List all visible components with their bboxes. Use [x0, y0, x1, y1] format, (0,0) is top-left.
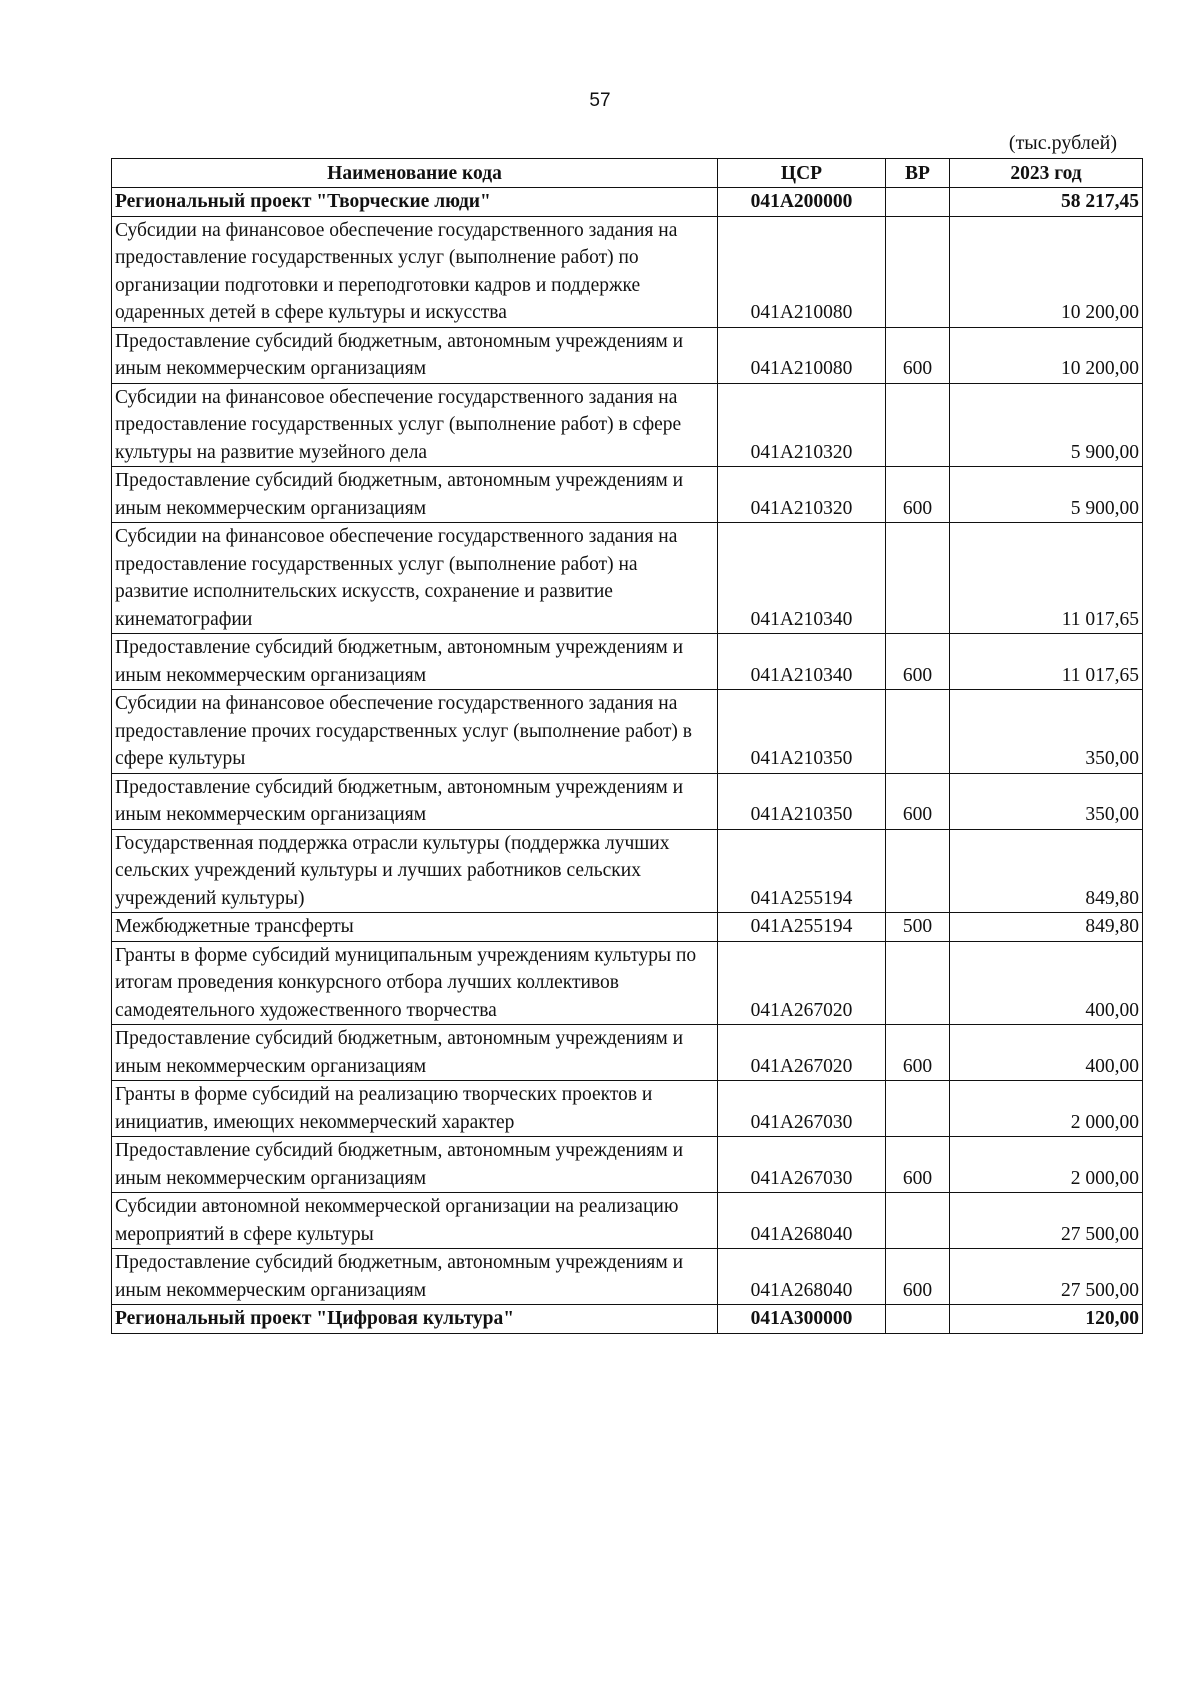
- cell-csr: 041A268040: [718, 1193, 886, 1249]
- table-row: [112, 634, 1143, 690]
- header-vr: ВР: [886, 159, 950, 188]
- cell-vr: 600: [886, 773, 950, 829]
- header-name: Наименование кода: [112, 159, 718, 188]
- cell-vr: 600: [886, 1137, 950, 1193]
- cell-sum: 11 017,65: [950, 523, 1143, 634]
- cell-sum: 10 200,00: [950, 327, 1143, 383]
- cell-csr: 041A210320: [718, 467, 886, 523]
- cell-name: Субсидии автономной некоммерческой организации на реализацию мероприятий в сфере культуры: [112, 1193, 718, 1249]
- cell-name: Предоставление субсидий бюджетным, автономным учреждениям и иным некоммерческим организациям: [112, 327, 718, 383]
- cell-vr: 600: [886, 634, 950, 690]
- cell-sum: 11 017,65: [950, 634, 1143, 690]
- cell-csr: 041A267020: [718, 941, 886, 1025]
- table-row: [112, 941, 1143, 1025]
- table-row: [112, 383, 1143, 467]
- cell-sum: 2 000,00: [950, 1081, 1143, 1137]
- cell-sum: 400,00: [950, 1025, 1143, 1081]
- cell-vr: 500: [886, 913, 950, 942]
- cell-name: Предоставление субсидий бюджетным, автономным учреждениям и иным некоммерческим организациям: [112, 1137, 718, 1193]
- cell-name: Гранты в форме субсидий муниципальным учреждениям культуры по итогам проведения конкурсного отбора лучших коллективов самодеятельного художественного творчества: [112, 941, 718, 1025]
- table-row: [112, 216, 1143, 327]
- table-row: [112, 1137, 1143, 1193]
- cell-vr: 600: [886, 467, 950, 523]
- table-row: [112, 773, 1143, 829]
- cell-name: Предоставление субсидий бюджетным, автономным учреждениям и иным некоммерческим организациям: [112, 773, 718, 829]
- cell-name: Субсидии на финансовое обеспечение государственного задания на предоставление государственных услуг (выполнение работ) в сфере культуры на развитие музейного дела: [112, 383, 718, 467]
- table-row: [112, 1193, 1143, 1249]
- table-row: [112, 1025, 1143, 1081]
- cell-vr: 600: [886, 1025, 950, 1081]
- cell-name: Предоставление субсидий бюджетным, автономным учреждениям и иным некоммерческим организациям: [112, 634, 718, 690]
- cell-vr: [886, 690, 950, 774]
- cell-name: Субсидии на финансовое обеспечение государственного задания на предоставление государственных услуг (выполнение работ) на развитие исполнительских искусств, сохранение и развитие кинематографии: [112, 523, 718, 634]
- page-number: 57: [589, 90, 611, 111]
- table-row: [112, 523, 1143, 634]
- cell-name: Государственная поддержка отрасли культуры (поддержка лучших сельских учреждений культуры и лучших работников сельских учреждений культуры): [112, 829, 718, 913]
- cell-vr: [886, 1305, 950, 1334]
- cell-name: Субсидии на финансовое обеспечение государственного задания на предоставление прочих государственных услуг (выполнение работ) в сфере культуры: [112, 690, 718, 774]
- cell-name: Гранты в форме субсидий на реализацию творческих проектов и инициатив, имеющих некоммерческий характер: [112, 1081, 718, 1137]
- cell-vr: 600: [886, 1249, 950, 1305]
- cell-sum: 58 217,45: [950, 188, 1143, 217]
- cell-name: Региональный проект "Цифровая культура": [112, 1305, 718, 1334]
- cell-vr: [886, 188, 950, 217]
- cell-csr: 041A255194: [718, 829, 886, 913]
- cell-vr: [886, 216, 950, 327]
- cell-vr: [886, 829, 950, 913]
- cell-csr: 041A210340: [718, 523, 886, 634]
- table-row: [112, 1081, 1143, 1137]
- budget-table: [111, 158, 1143, 1334]
- cell-name: Предоставление субсидий бюджетным, автономным учреждениям и иным некоммерческим организациям: [112, 1249, 718, 1305]
- cell-csr: 041A267030: [718, 1137, 886, 1193]
- table-row: [112, 1249, 1143, 1305]
- cell-csr: 041A255194: [718, 913, 886, 942]
- cell-csr: 041A210080: [718, 216, 886, 327]
- cell-sum: 120,00: [950, 1305, 1143, 1334]
- cell-csr: 041A200000: [718, 188, 886, 217]
- cell-csr: 041A268040: [718, 1249, 886, 1305]
- cell-sum: 10 200,00: [950, 216, 1143, 327]
- cell-csr: 041A210340: [718, 634, 886, 690]
- cell-name: Предоставление субсидий бюджетным, автономным учреждениям и иным некоммерческим организациям: [112, 467, 718, 523]
- table-body: [112, 188, 1143, 1334]
- cell-vr: [886, 1081, 950, 1137]
- cell-csr: 041A210350: [718, 690, 886, 774]
- cell-vr: [886, 1193, 950, 1249]
- cell-csr: 041A300000: [718, 1305, 886, 1334]
- cell-vr: [886, 523, 950, 634]
- cell-sum: 27 500,00: [950, 1249, 1143, 1305]
- cell-vr: [886, 383, 950, 467]
- header-year: 2023 год: [950, 159, 1143, 188]
- cell-sum: 27 500,00: [950, 1193, 1143, 1249]
- cell-name: Межбюджетные трансферты: [112, 913, 718, 942]
- cell-vr: 600: [886, 327, 950, 383]
- cell-name: Субсидии на финансовое обеспечение государственного задания на предоставление государственных услуг (выполнение работ) по организации подготовки и переподготовки кадров и поддержке одаренных детей в сфере культуры и искусства: [112, 216, 718, 327]
- table-row: [112, 913, 1143, 942]
- units-label: (тыс.рублей): [1008, 132, 1117, 154]
- table-row: [112, 1305, 1143, 1334]
- cell-vr: [886, 941, 950, 1025]
- cell-sum: 400,00: [950, 941, 1143, 1025]
- cell-sum: 5 900,00: [950, 383, 1143, 467]
- table-header-row: [112, 159, 1143, 188]
- cell-sum: 5 900,00: [950, 467, 1143, 523]
- cell-csr: 041A267020: [718, 1025, 886, 1081]
- cell-sum: 350,00: [950, 690, 1143, 774]
- table-row: [112, 829, 1143, 913]
- cell-sum: 350,00: [950, 773, 1143, 829]
- cell-name: Региональный проект "Творческие люди": [112, 188, 718, 217]
- header-csr: ЦСР: [718, 159, 886, 188]
- table-row: [112, 188, 1143, 217]
- cell-csr: 041A267030: [718, 1081, 886, 1137]
- cell-csr: 041A210080: [718, 327, 886, 383]
- cell-csr: 041A210350: [718, 773, 886, 829]
- cell-sum: 2 000,00: [950, 1137, 1143, 1193]
- cell-csr: 041A210320: [718, 383, 886, 467]
- table-row: [112, 467, 1143, 523]
- table-row: [112, 327, 1143, 383]
- cell-sum: 849,80: [950, 913, 1143, 942]
- cell-sum: 849,80: [950, 829, 1143, 913]
- table-row: [112, 690, 1143, 774]
- cell-name: Предоставление субсидий бюджетным, автономным учреждениям и иным некоммерческим организациям: [112, 1025, 718, 1081]
